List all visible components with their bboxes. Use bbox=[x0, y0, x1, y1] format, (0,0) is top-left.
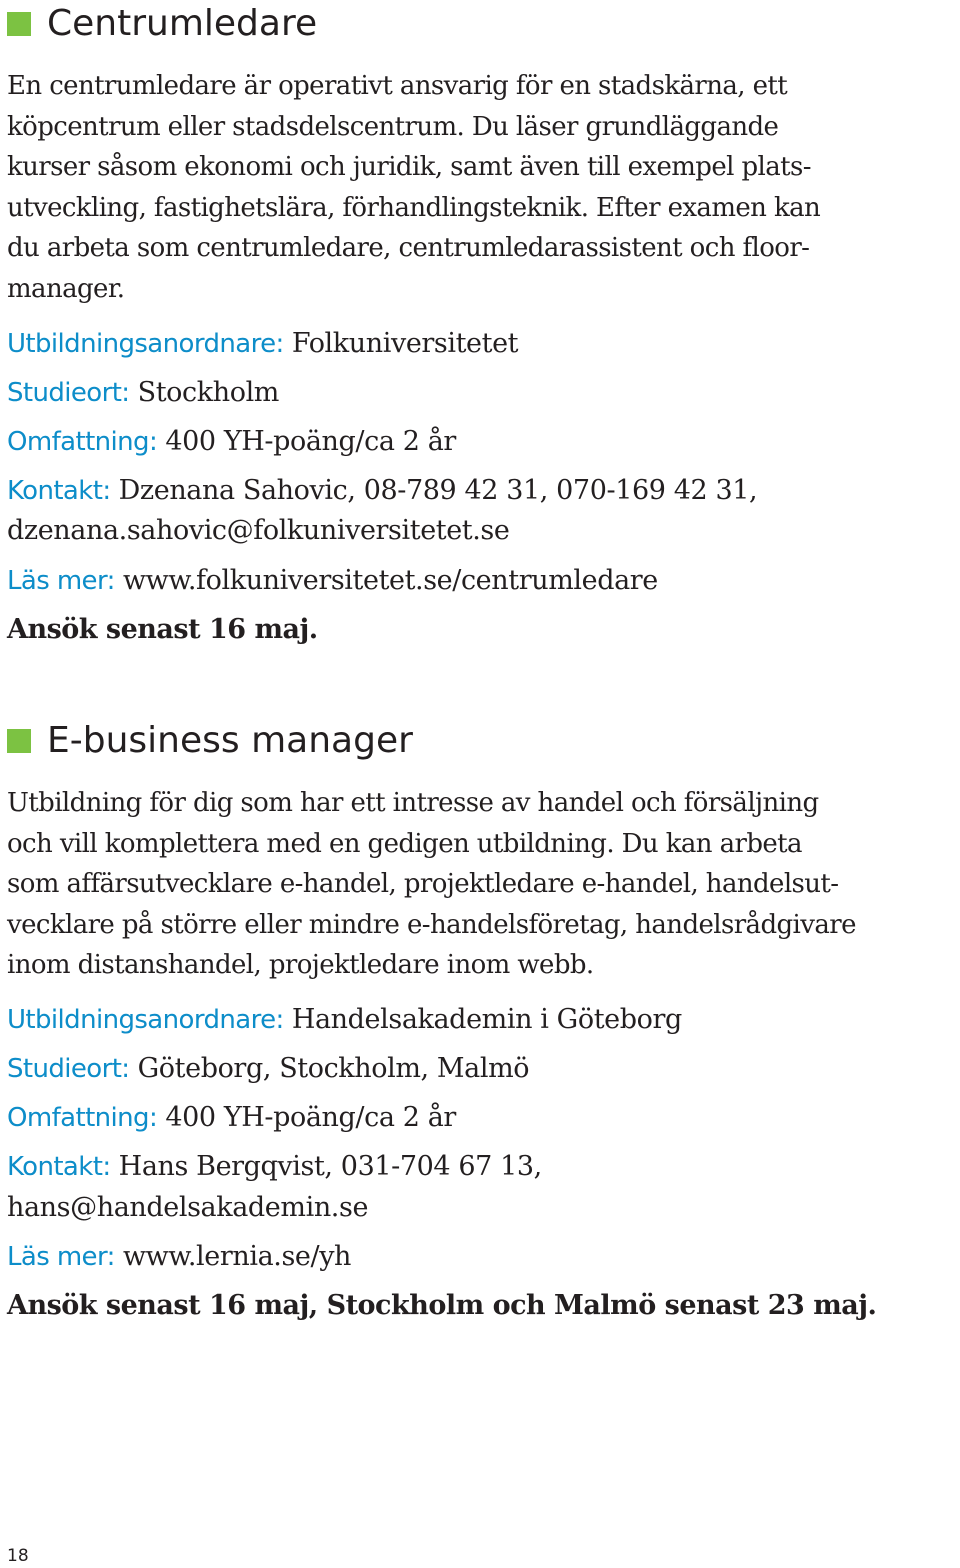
description-line: inom distanshandel, projektledare inom webb. bbox=[7, 950, 594, 981]
more-info-label: Läs mer: bbox=[7, 565, 115, 596]
program-facts bbox=[7, 1000, 957, 1327]
contact-row bbox=[7, 471, 957, 552]
more-info-row bbox=[7, 561, 957, 602]
location-row bbox=[7, 1049, 957, 1090]
contact-row bbox=[7, 1147, 957, 1228]
description-line: kurser såsom ekonomi och juridik, samt även till exempel plats- bbox=[7, 152, 811, 183]
program-title: E-business manager bbox=[47, 720, 413, 761]
location-label: Studieort: bbox=[7, 377, 130, 408]
contact-label: Kontakt: bbox=[7, 1152, 111, 1183]
description-line: utveckling, fastighetslära, förhandlingsteknik. Efter examen kan bbox=[7, 192, 821, 223]
scope-label: Omfattning: bbox=[7, 1103, 158, 1134]
more-info-link[interactable]: www.folkuniversitetet.se/centrumledare bbox=[122, 564, 658, 596]
scope-label: Omfattning: bbox=[7, 426, 158, 457]
program-title: Centrumledare bbox=[47, 3, 318, 44]
program-description bbox=[7, 783, 957, 986]
scope-value: 400 YH-poäng/ca 2 år bbox=[165, 1102, 456, 1134]
provider-value: Handelsakademin i Göteborg bbox=[291, 1003, 682, 1035]
description-line: som affärsutvecklare e-handel, projektledare e-handel, handelsut- bbox=[7, 869, 839, 900]
program-facts bbox=[7, 324, 957, 651]
location-row bbox=[7, 373, 957, 414]
scope-row bbox=[7, 422, 957, 463]
scope-value: 400 YH-poäng/ca 2 år bbox=[165, 425, 456, 457]
program-heading bbox=[7, 2, 957, 46]
description-line: köpcentrum eller stadsdelscentrum. Du läser grundläggande bbox=[7, 111, 779, 142]
application-deadline: Ansök senast 16 maj, Stockholm och Malmö senast 23 maj. bbox=[7, 1290, 877, 1322]
contact-label: Kontakt: bbox=[7, 475, 111, 506]
program-description bbox=[7, 66, 957, 310]
location-value: Göteborg, Stockholm, Malmö bbox=[137, 1053, 530, 1085]
page-number: 18 bbox=[7, 1546, 29, 1566]
description-line: En centrumledare är operativt ansvarig för en stadskärna, ett bbox=[7, 71, 788, 101]
description-line: och vill komplettera med en gedigen utbildning. Du kan arbeta bbox=[7, 828, 802, 859]
location-value: Stockholm bbox=[137, 376, 280, 408]
provider-value: Folkuniversitetet bbox=[291, 327, 519, 359]
square-bullet-icon bbox=[7, 729, 31, 753]
more-info-link[interactable]: www.lernia.se/yh bbox=[122, 1240, 352, 1272]
provider-row bbox=[7, 1000, 957, 1041]
contact-email[interactable]: dzenana.sahovic@folkuniversitetet.se bbox=[7, 515, 510, 547]
more-info-label: Läs mer: bbox=[7, 1241, 115, 1272]
provider-label: Utbildningsanordnare: bbox=[7, 1004, 284, 1035]
contact-value: Dzenana Sahovic, 08-789 42 31, 070-169 42 31, bbox=[118, 474, 758, 506]
provider-label: Utbildningsanordnare: bbox=[7, 328, 284, 359]
program-section-centrumledare bbox=[7, 2, 957, 650]
application-deadline: Ansök senast 16 maj. bbox=[7, 613, 318, 645]
description-line: manager. bbox=[7, 273, 125, 304]
description-line: Utbildning för dig som har ett intresse av handel och försäljning bbox=[7, 788, 819, 818]
square-bullet-icon bbox=[7, 12, 31, 36]
location-label: Studieort: bbox=[7, 1054, 130, 1085]
program-section-e-business-manager bbox=[7, 719, 957, 1327]
scope-row bbox=[7, 1098, 957, 1139]
description-line: vecklare på större eller mindre e-handelsföretag, handelsrådgivare bbox=[7, 909, 856, 940]
provider-row bbox=[7, 324, 957, 365]
description-line: du arbeta som centrumledare, centrumledarassistent och floor- bbox=[7, 233, 810, 264]
more-info-row bbox=[7, 1237, 957, 1278]
contact-email[interactable]: hans@handelsakademin.se bbox=[7, 1191, 369, 1223]
program-heading bbox=[7, 719, 957, 763]
contact-value: Hans Bergqvist, 031-704 67 13, bbox=[118, 1151, 542, 1183]
